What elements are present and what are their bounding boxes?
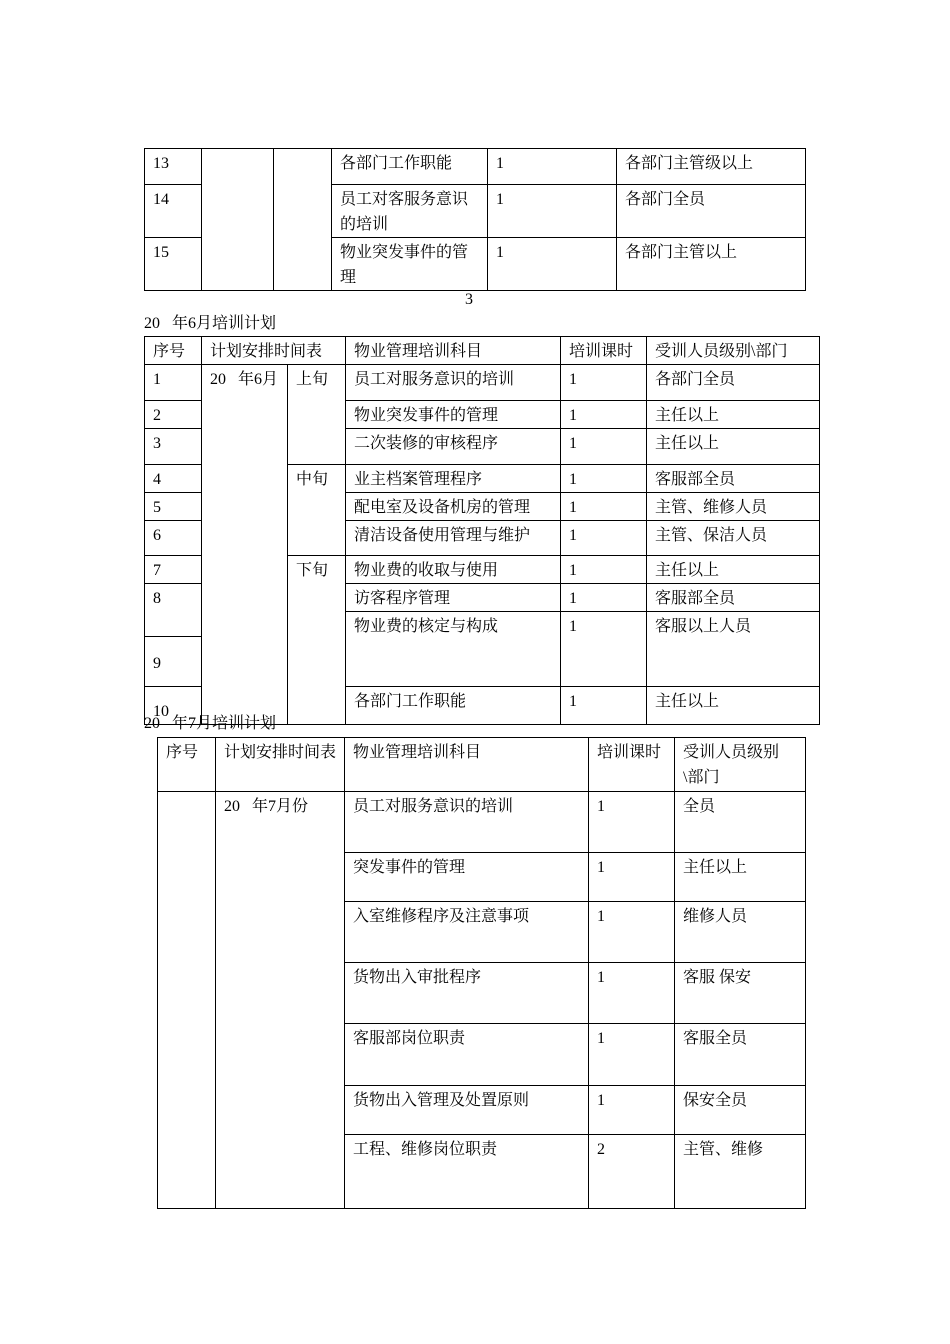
hours-cell: 1 [589, 902, 675, 963]
subject-cell: 入室维修程序及注意事项 [345, 902, 589, 963]
subject-cell: 物业费的收取与使用 [346, 556, 561, 584]
hours-cell: 1 [561, 465, 647, 493]
schedule-cell [202, 149, 274, 291]
trainees-cell: 客服全员 [675, 1024, 806, 1086]
hours-cell: 1 [488, 149, 617, 185]
hours-cell: 1 [488, 238, 617, 291]
row-number: 5 [145, 493, 202, 521]
trainees-cell: 各部门全员 [617, 185, 806, 238]
table-row [145, 149, 806, 185]
trainees-cell: 主任以上 [647, 687, 820, 725]
hours-cell: 1 [589, 792, 675, 853]
trainees-cell: 主任以上 [647, 429, 820, 465]
row-number: 15 [145, 238, 202, 291]
page-number: 3 [465, 291, 473, 308]
header-no: 序号 [158, 738, 216, 792]
table-header-row [158, 738, 806, 792]
month-cell: 20 年7月份 [216, 792, 345, 1209]
header-subject: 物业管理培训科目 [345, 738, 589, 792]
row-number [158, 792, 216, 1209]
row-number: 6 [145, 521, 202, 556]
hours-cell: 1 [561, 687, 647, 725]
table-header-row [145, 337, 820, 365]
trainees-cell: 客服 保安 [675, 963, 806, 1024]
hours-cell: 1 [589, 1024, 675, 1086]
row-number: 9 [145, 637, 202, 687]
trainees-cell: 主任以上 [675, 853, 806, 902]
subject-cell: 配电室及设备机房的管理 [346, 493, 561, 521]
hours-cell: 1 [589, 853, 675, 902]
hours-cell: 1 [561, 612, 647, 687]
trainees-cell: 主任以上 [647, 401, 820, 429]
hours-cell: 2 [589, 1135, 675, 1209]
july-training-table [157, 737, 806, 1209]
header-schedule: 计划安排时间表 [216, 738, 345, 792]
hours-cell: 1 [561, 521, 647, 556]
hours-cell: 1 [589, 1086, 675, 1135]
trainees-cell: 各部门主管以上 [617, 238, 806, 291]
subject-cell: 清洁设备使用管理与维护 [346, 521, 561, 556]
training-table-continued [144, 148, 806, 291]
row-number: 7 [145, 556, 202, 584]
subject-cell: 各部门工作职能 [346, 687, 561, 725]
period-late: 下旬 [288, 556, 346, 725]
subject-cell: 员工对服务意识的培训 [345, 792, 589, 853]
hours-cell: 1 [561, 365, 647, 401]
subject-cell: 访客程序管理 [346, 584, 561, 612]
row-number: 3 [145, 429, 202, 465]
row-number: 2 [145, 401, 202, 429]
hours-cell: 1 [561, 429, 647, 465]
month-cell: 20 年6月 [202, 365, 288, 725]
header-no: 序号 [145, 337, 202, 365]
hours-cell: 1 [488, 185, 617, 238]
subject-cell: 二次装修的审核程序 [346, 429, 561, 465]
row-number: 10 [145, 687, 202, 725]
table-row [145, 365, 820, 401]
header-trainees: 受训人员级别\部门 [647, 337, 820, 365]
subject-cell: 工程、维修岗位职责 [345, 1135, 589, 1209]
trainees-cell: 客服部全员 [647, 584, 820, 612]
subject-cell: 货物出入管理及处置原则 [345, 1086, 589, 1135]
row-number: 4 [145, 465, 202, 493]
trainees-cell: 各部门主管级以上 [617, 149, 806, 185]
subject-cell: 物业突发事件的管理 [332, 238, 488, 291]
trainees-cell: 客服部全员 [647, 465, 820, 493]
header-hours: 培训课时 [561, 337, 647, 365]
subject-cell: 各部门工作职能 [332, 149, 488, 185]
row-number: 13 [145, 149, 202, 185]
subject-cell: 物业突发事件的管理 [346, 401, 561, 429]
period-early: 上旬 [288, 365, 346, 465]
hours-cell: 1 [589, 963, 675, 1024]
july-plan-title: 20 年7月培训计划 [144, 715, 277, 732]
period-cell [274, 149, 332, 291]
trainees-cell: 全员 [675, 792, 806, 853]
subject-cell: 客服部岗位职责 [345, 1024, 589, 1086]
trainees-cell: 主任以上 [647, 556, 820, 584]
subject-cell: 货物出入审批程序 [345, 963, 589, 1024]
row-number: 8 [145, 584, 202, 637]
subject-cell: 突发事件的管理 [345, 853, 589, 902]
period-mid: 中旬 [288, 465, 346, 556]
trainees-cell: 保安全员 [675, 1086, 806, 1135]
header-subject: 物业管理培训科目 [346, 337, 561, 365]
table-row [158, 792, 806, 853]
row-number: 14 [145, 185, 202, 238]
hours-cell: 1 [561, 584, 647, 612]
hours-cell: 1 [561, 401, 647, 429]
hours-cell: 1 [561, 556, 647, 584]
june-training-table [144, 336, 820, 725]
header-schedule: 计划安排时间表 [202, 337, 346, 365]
header-hours: 培训课时 [589, 738, 675, 792]
subject-cell: 业主档案管理程序 [346, 465, 561, 493]
hours-cell: 1 [561, 493, 647, 521]
trainees-cell: 客服以上人员 [647, 612, 820, 687]
trainees-cell: 主管、保洁人员 [647, 521, 820, 556]
trainees-cell: 维修人员 [675, 902, 806, 963]
june-plan-title: 20 年6月培训计划 [144, 315, 277, 332]
subject-cell: 物业费的核定与构成 [346, 612, 561, 687]
trainees-cell: 各部门全员 [647, 365, 820, 401]
subject-cell: 员工对服务意识的培训 [346, 365, 561, 401]
trainees-cell: 主管、维修 [675, 1135, 806, 1209]
header-trainees: 受训人员级别\部门 [675, 738, 806, 792]
subject-cell: 员工对客服务意识的培训 [332, 185, 488, 238]
trainees-cell: 主管、维修人员 [647, 493, 820, 521]
row-number: 1 [145, 365, 202, 401]
